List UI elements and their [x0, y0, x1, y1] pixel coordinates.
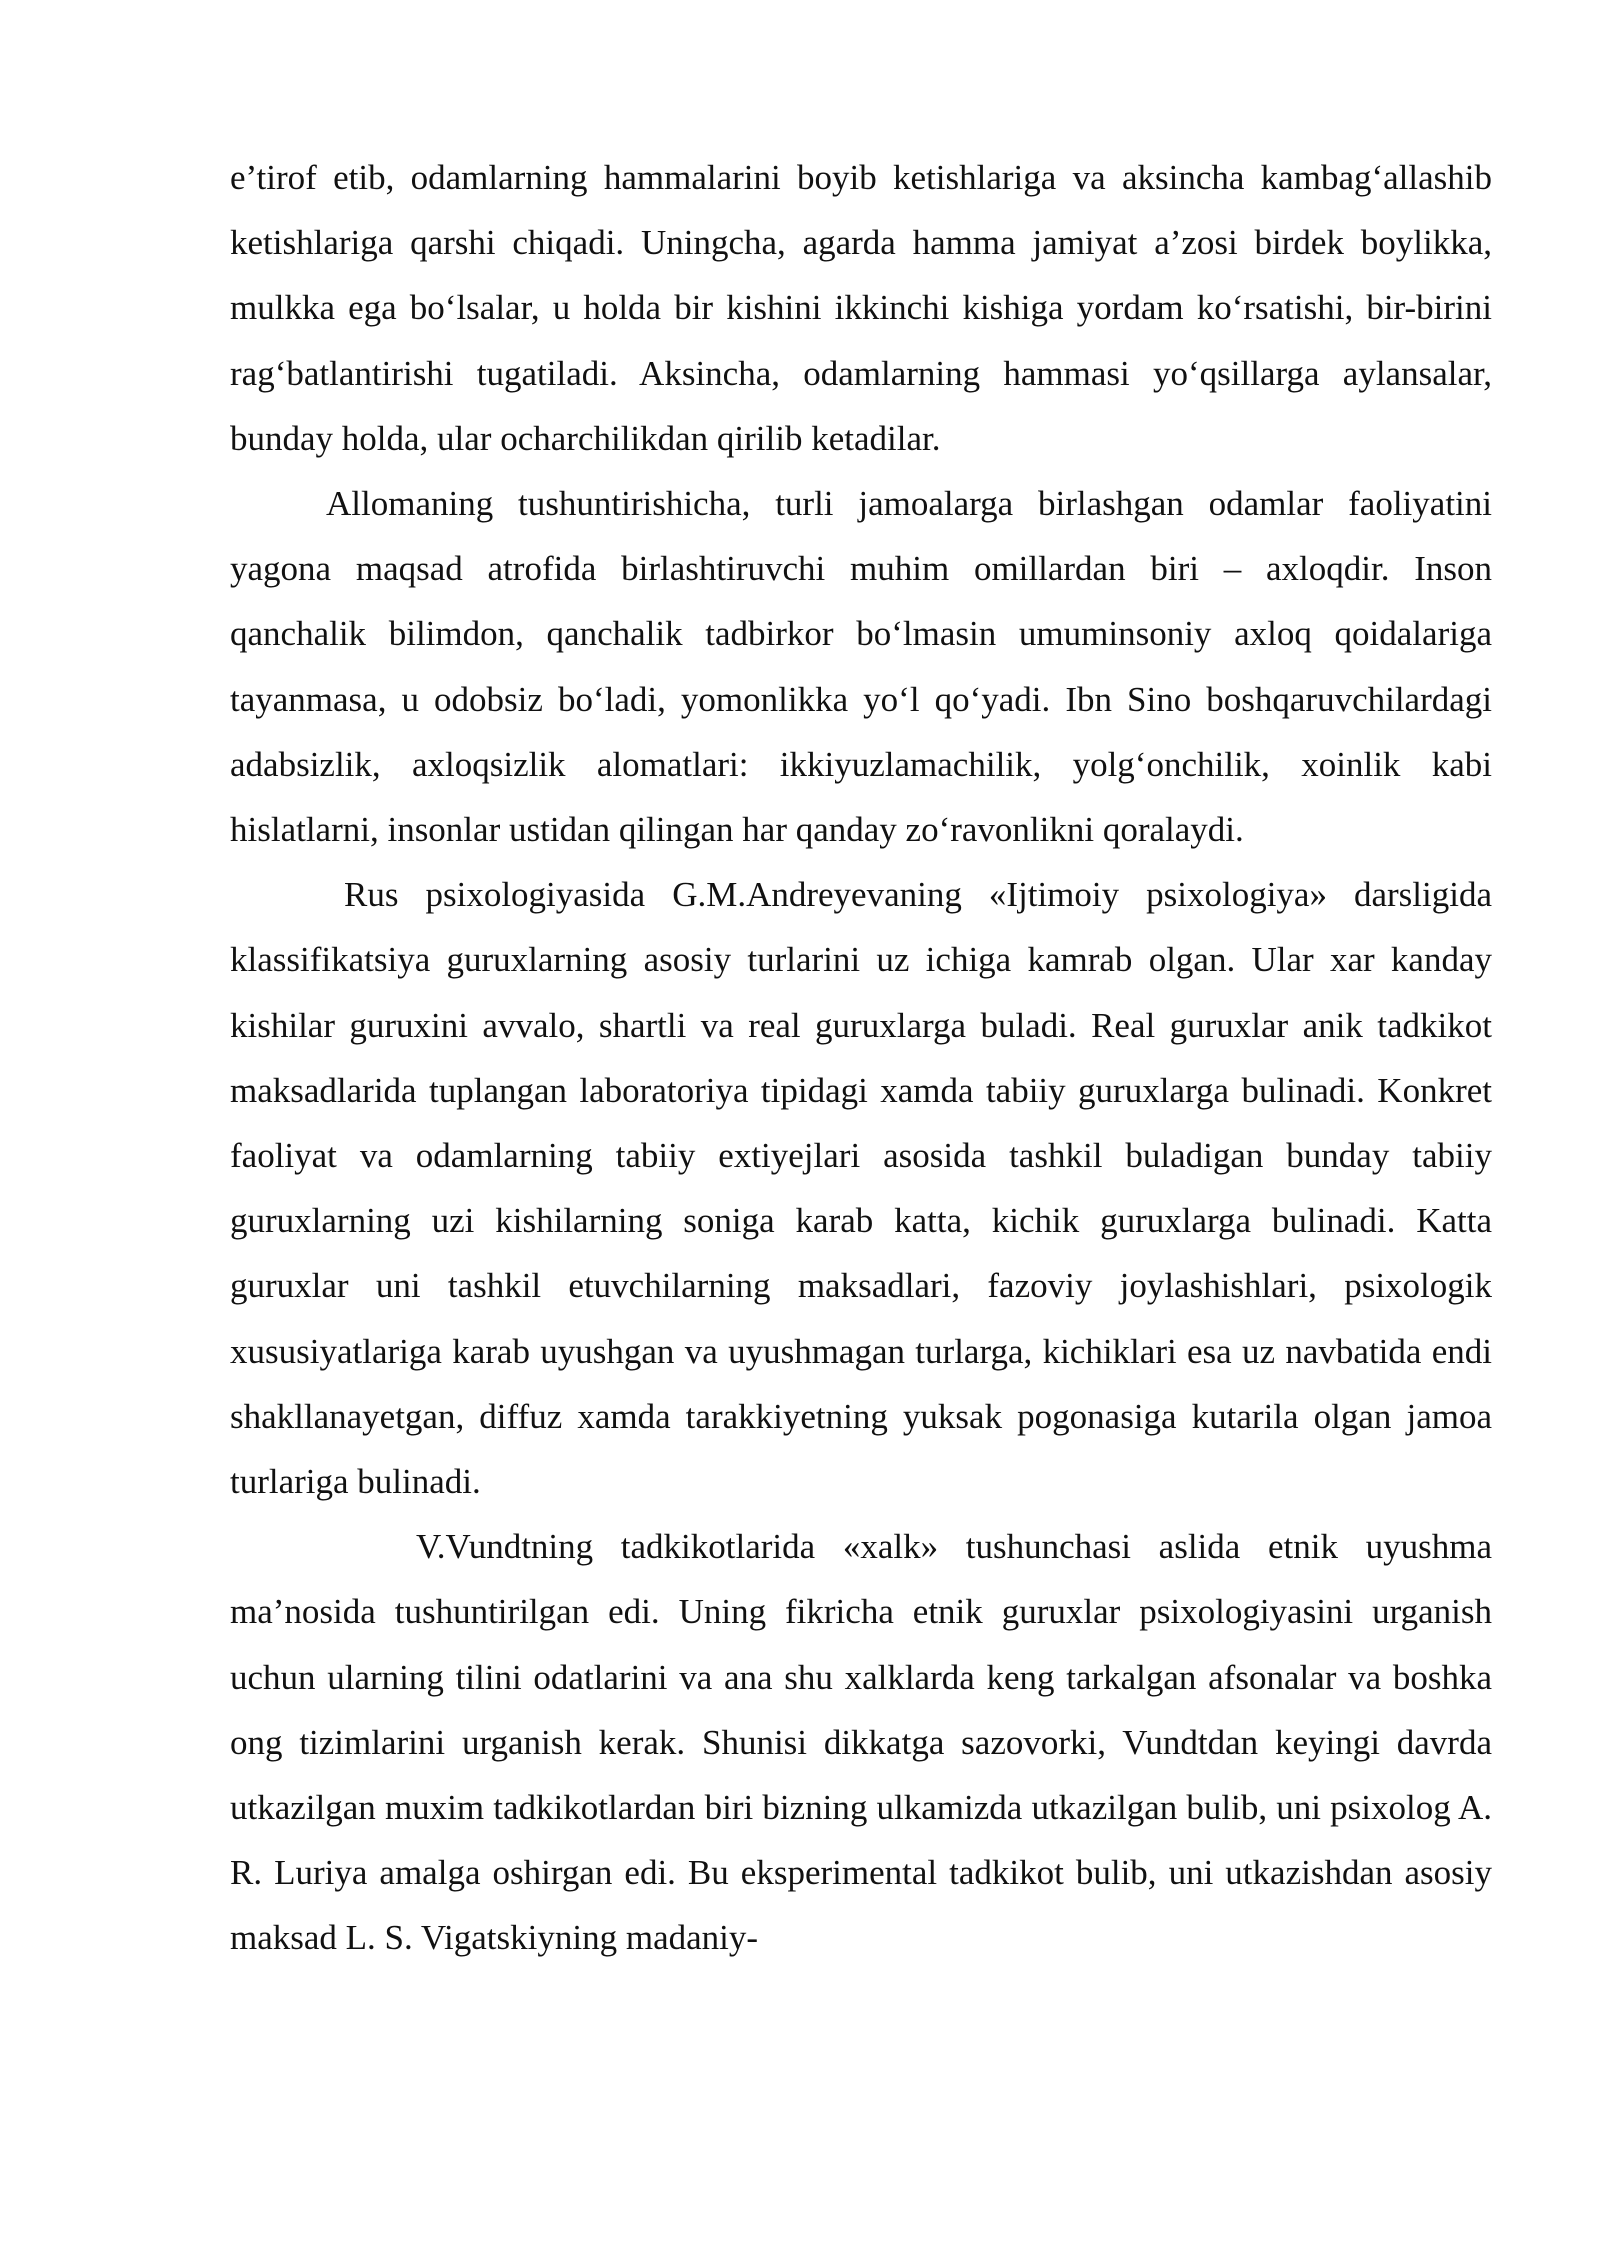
paragraph-2: Allomaning tushuntirishicha, turli jamoalarga birlashgan odamlar faoliyatini yagona maqsad atrofida birlashtiruvchi muhim omillardan biri – axloqdir. Inson qanchalik bilimdon, qanchalik tadbirkor bo‘lmasin umuminsoniy axloq qoidalariga tayanmasa, u odobsiz bo‘ladi, yomonlikka yo‘l qo‘yadi. Ibn Sino boshqaruvchilardagi adabsizlik, axloqsizlik alomatlari: ikkiyuzlamachilik, yolg‘onchilik, xoinlik kabi hislatlarni, insonlar ustidan qilingan har qanday zo‘ravonlikni qoralaydi. [230, 484, 1492, 850]
paragraph-3: Rus psixologiyasida G.M.Andreyevaning «Ijtimoiy psixologiya» darsligida klassifikatsiya guruxlarning asosiy turlarini uz ichiga kamrab olgan. Ular xar kanday kishilar guruxini avvalo, shartli va real guruxlarga buladi. Real guruxlar anik tadkikot maksadlarida tuplangan laboratoriya tipidagi xamda tabiiy guruxlarga bulinadi. Konkret faoliyat va odamlarning tabiiy extiyejlari asosida tashkil buladigan bunday tabiiy guruxlarning uzi kishilarning soniga karab katta, kichik guruxlarga bulinadi. Katta guruxlar uni tashkil etuvchilarning maksadlari, fazoviy joylashishlari, psixologik xususiyatlariga karab uyushgan va uyushmagan turlarga, kichiklari esa uz navbatida endi shakllanayetgan, diffuz xamda tarakkiyetning yuksak pogonasiga kutarila olgan jamoa turlariga bulinadi. [230, 875, 1492, 1502]
paragraph-4: V.Vundtning tadkikotlarida «xalk» tushunchasi aslida etnik uyushma ma’nosida tushuntirilgan edi. Uning fikricha etnik guruxlar psixologiyasini urganish uchun ularning tilini odatlarini va ana shu xalklarda keng tarkalgan afsonalar va boshka ong tizimlarini urganish kerak. Shunisi dikkatga sazovorki, Vundtdan keyingi davrda utkazilgan muxim tadkikotlardan biri bizning ulkamizda utkazilgan bulib, uni psixolog A. R. Luriya amalga oshirgan edi. Bu eksperimental tadkikot bulib, uni utkazishdan asosiy maksad L. S. Vigatskiyning madaniy- [230, 1527, 1492, 1958]
paragraph-1: e’tirof etib, odamlarning hammalarini boyib ketishlariga va aksincha kambag‘allashib ketishlariga qarshi chiqadi. Uningcha, agarda hamma jamiyat a’zosi birdek boylikka, mulkka ega bo‘lsalar, u holda bir kishini ikkinchi kishiga yordam ko‘rsatishi, bir-birini rag‘batlantirishi tugatiladi. Aksincha, odamlarning hammasi yo‘qsillarga aylansalar, bunday holda, ular ocharchilikdan qirilib ketadilar. [230, 158, 1492, 458]
document-page [230, 145, 1492, 1971]
